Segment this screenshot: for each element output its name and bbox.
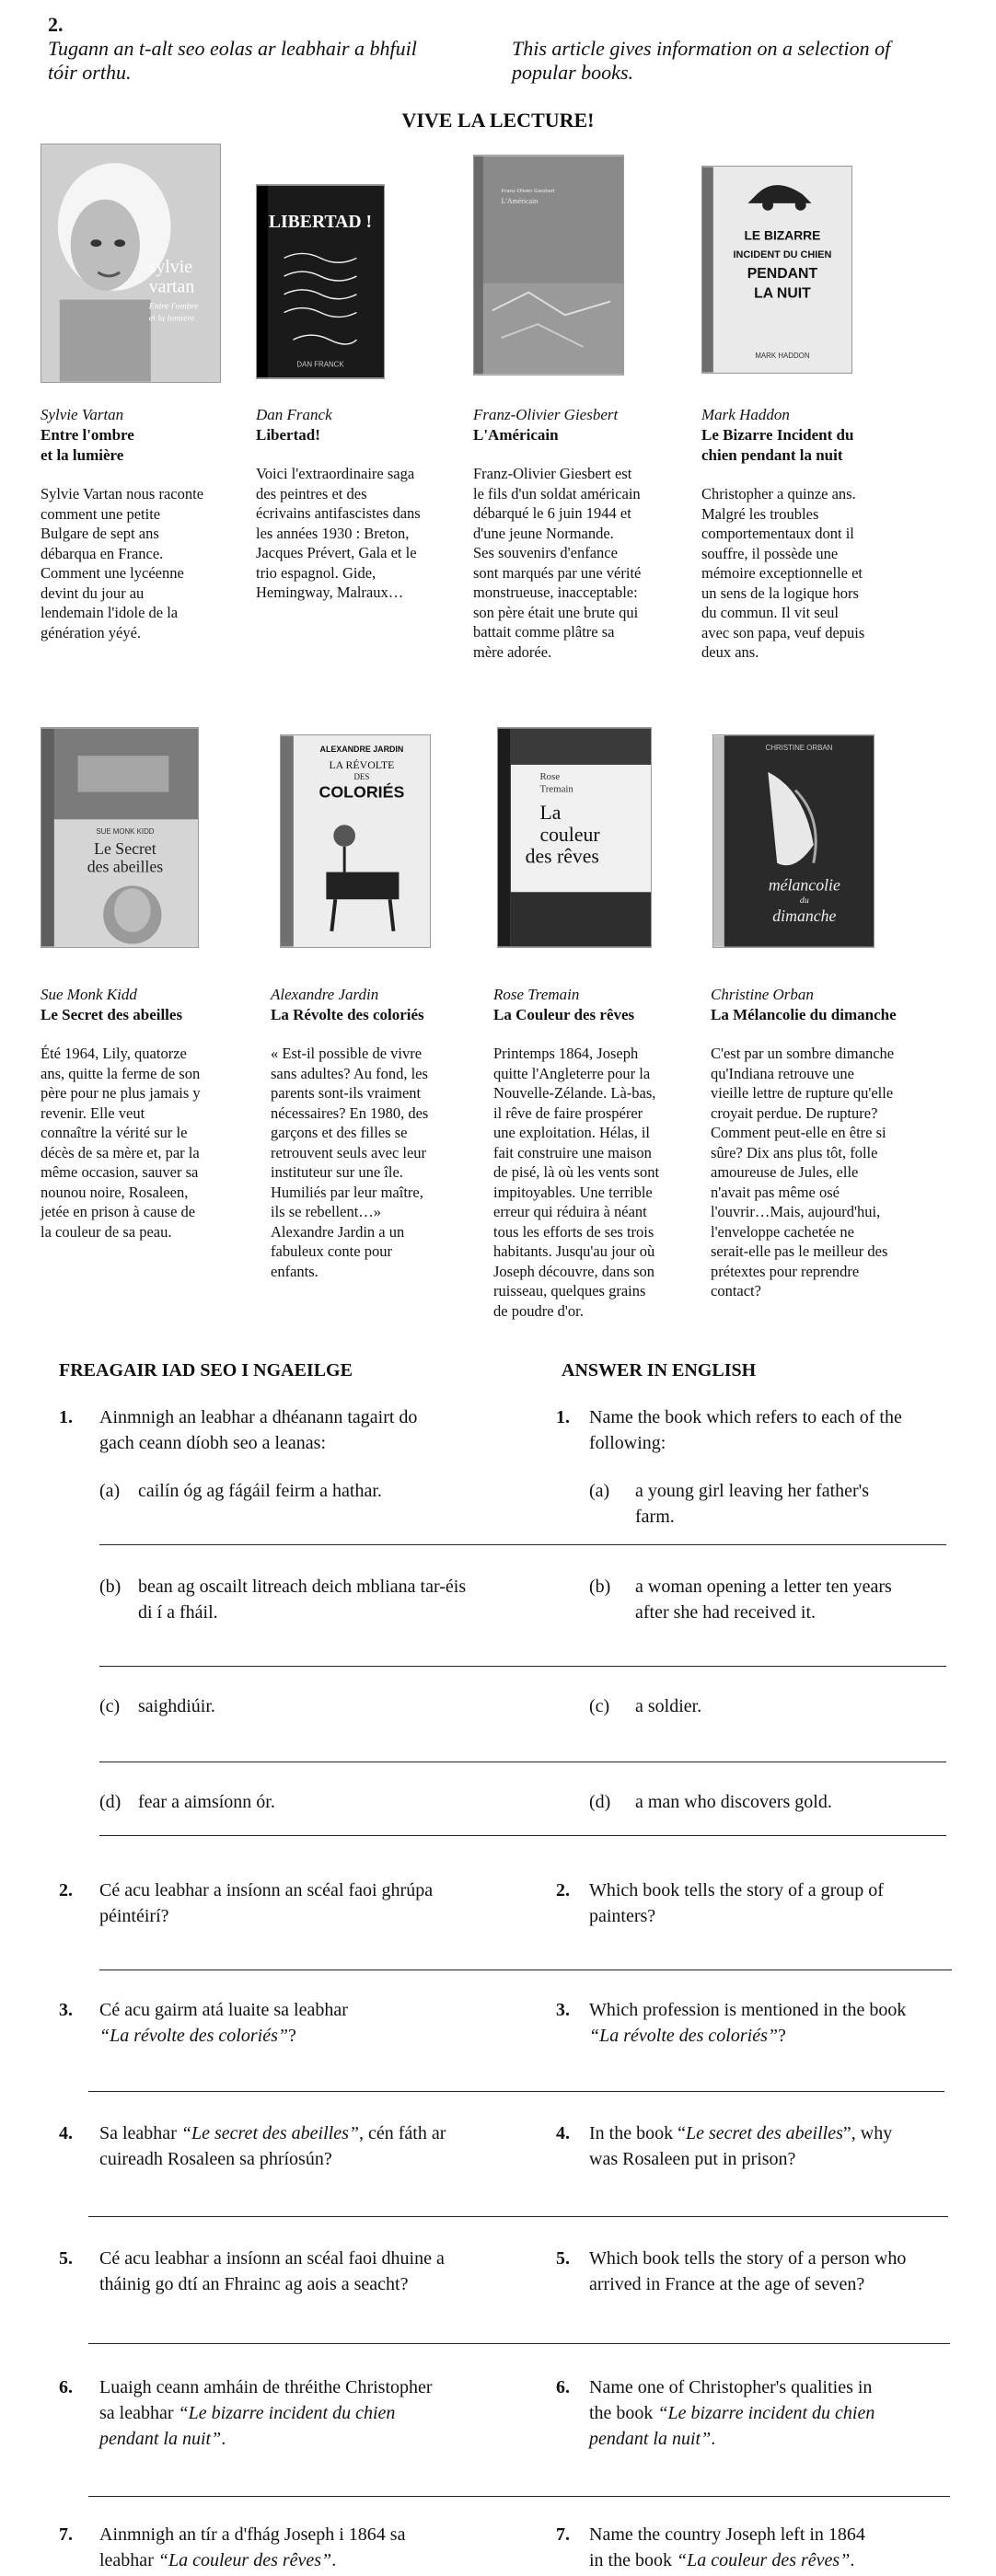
svg-text:L'Américain: L'Américain bbox=[501, 196, 539, 205]
q4-number-english: 4. bbox=[556, 2123, 570, 2143]
irish-heading: FREAGAIR IAD SEO I NGAEILGE bbox=[59, 1360, 353, 1380]
book-title: chien pendant la nuit bbox=[701, 446, 843, 464]
answer-line-q6[interactable] bbox=[88, 2496, 950, 2497]
q7-number-irish: 7. bbox=[59, 2524, 73, 2545]
q1d-text-english: a man who discovers gold. bbox=[635, 1792, 832, 1812]
q3-text-irish: Cé acu gairm atá luaite sa leabhar “La révolte des coloriés”? bbox=[99, 2000, 348, 2046]
book-title: Le Bizarre Incident du bbox=[701, 426, 854, 444]
svg-text:DAN FRANCK: DAN FRANCK bbox=[296, 360, 344, 369]
answer-line-q5[interactable] bbox=[88, 2343, 950, 2344]
q1b-text-irish: bean ag oscailt litreach deich mbliana tar-éis di í a fháil. bbox=[138, 1577, 467, 1623]
book-author: Alexandre Jardin bbox=[271, 986, 379, 1003]
q1a-label-irish: (a) bbox=[99, 1481, 121, 1501]
svg-text:dimanche: dimanche bbox=[772, 907, 837, 925]
q1d-label-english: (d) bbox=[589, 1792, 611, 1812]
book-description: Franz-Olivier Giesbert est le fils d'un soldat américain débarqué le 6 juin 1944 et d'une jeune Normande. Ses souvenirs d'enfance sont marqués par une vérité monstrueuse, inacceptable: son père était une brute qui battait comme plâtre sa mère adorée. bbox=[473, 465, 642, 661]
book-description: « Est-il possible de vivre sans adultes? Au fond, les parents sont-ils vraiment nécessaires? En 1980, des garçons et des filles se retrouvent seuls avec leur instituteur sur une île. Humiliés par leur maître, ils se rebellent…» Alexandre Jardin a un fabuleux conte pour enfants. bbox=[271, 1045, 429, 1280]
book-entry-kidd bbox=[41, 985, 261, 1242]
book-entry-haddon bbox=[701, 405, 932, 663]
q1a-label-english: (a) bbox=[589, 1481, 610, 1501]
book-entry-vartan bbox=[41, 405, 252, 642]
book-cover-vartan bbox=[41, 144, 221, 383]
q5-text-english: Which book tells the story of a person who arrived in France at the age of seven? bbox=[589, 2248, 907, 2294]
q1b-label-irish: (b) bbox=[99, 1577, 122, 1597]
book-cover-jardin bbox=[280, 734, 431, 948]
svg-text:des rêves: des rêves bbox=[525, 845, 599, 868]
book-author: Rose Tremain bbox=[493, 986, 580, 1003]
svg-text:INCIDENT DU CHIEN: INCIDENT DU CHIEN bbox=[733, 249, 832, 261]
q7-text-english: Name the country Joseph left in 1864 in the book “La couleur des rêves”. bbox=[589, 2524, 865, 2570]
book-entry-orban bbox=[711, 985, 959, 1301]
svg-text:LA NUIT: LA NUIT bbox=[754, 285, 811, 302]
svg-text:DES: DES bbox=[353, 771, 370, 781]
answer-line-q3[interactable] bbox=[88, 2091, 944, 2092]
q2-number-irish: 2. bbox=[59, 1880, 73, 1900]
svg-text:PENDANT: PENDANT bbox=[747, 265, 818, 282]
q4-number-irish: 4. bbox=[59, 2123, 73, 2143]
q1c-text-english: a soldier. bbox=[635, 1696, 702, 1716]
intro-irish: Tugann an t-alt seo eolas ar leabhair a bhfuil tóir orthu. bbox=[48, 37, 417, 84]
q1-text-english: Name the book which refers to each of the following: bbox=[589, 1407, 902, 1453]
book-cover-kidd bbox=[41, 727, 199, 948]
book-cover-giesbert bbox=[473, 155, 624, 375]
q1d-text-irish: fear a aimsíonn ór. bbox=[138, 1792, 275, 1812]
book-title: Entre l'ombre bbox=[41, 426, 134, 444]
answer-line-q1b[interactable] bbox=[99, 1666, 946, 1667]
q1b-text-english: a woman opening a letter ten years after she had received it. bbox=[635, 1577, 892, 1623]
q1-number-irish: 1. bbox=[59, 1407, 73, 1427]
q2-text-english: Which book tells the story of a group of painters? bbox=[589, 1880, 884, 1926]
book-entry-jardin bbox=[271, 985, 492, 1281]
answer-line-q4[interactable] bbox=[88, 2216, 948, 2217]
book-title: Libertad! bbox=[256, 426, 320, 444]
book-author: Mark Haddon bbox=[701, 406, 790, 423]
q1d-label-irish: (d) bbox=[99, 1792, 122, 1812]
article-title: VIVE LA LECTURE! bbox=[401, 109, 595, 132]
q6-number-irish: 6. bbox=[59, 2377, 73, 2397]
svg-text:Le Secret: Le Secret bbox=[94, 838, 156, 858]
q6-number-english: 6. bbox=[556, 2377, 570, 2397]
book-title: La Couleur des rêves bbox=[493, 1006, 635, 1023]
book-author: Sylvie Vartan bbox=[41, 406, 124, 423]
q3-text-english: Which profession is mentioned in the book “La révolte des coloriés”? bbox=[589, 2000, 907, 2046]
book-title: et la lumière bbox=[41, 446, 124, 464]
book-title: Le Secret des abeilles bbox=[41, 1006, 183, 1023]
book-entry-giesbert bbox=[473, 405, 694, 662]
q1c-text-irish: saighdiúir. bbox=[138, 1696, 215, 1716]
book-description: Printemps 1864, Joseph quitte l'Angleterre pour la Nouvelle-Zélande. Là-bas, il rêve de faire prospérer une exploitation. Hélas, il fait construire une maison de pisé, là où les vents sont impitoyables. Une terrible erreur qui réduira à néant tous les efforts de ses trois habitants. Jusqu'au jour où Joseph découvre, dans son ruisseau, quelques grains de poudre d'or. bbox=[493, 1045, 660, 1320]
svg-text:vartan: vartan bbox=[148, 276, 195, 297]
svg-text:sylvie: sylvie bbox=[148, 256, 193, 277]
svg-text:mélancolie: mélancolie bbox=[768, 875, 840, 895]
question-number: 2. bbox=[48, 13, 64, 36]
svg-text:Tremain: Tremain bbox=[539, 783, 573, 795]
q2-text-irish: Cé acu leabhar a insíonn an scéal faoi ghrúpa péintéirí? bbox=[99, 1880, 434, 1926]
english-heading: ANSWER IN ENGLISH bbox=[562, 1360, 757, 1380]
q1-text-irish: Ainmnigh an leabhar a dhéanann tagairt do gach ceann díobh seo a leanas: bbox=[99, 1407, 418, 1453]
q1c-label-irish: (c) bbox=[99, 1696, 121, 1716]
answer-line-q1d[interactable] bbox=[99, 1835, 946, 1836]
book-title: La Mélancolie du dimanche bbox=[711, 1006, 897, 1023]
q1a-text-irish: cailín óg ag fágáil feirm a hathar. bbox=[138, 1481, 382, 1501]
book-author: Christine Orban bbox=[711, 986, 814, 1003]
svg-text:LIBERTAD !: LIBERTAD ! bbox=[268, 211, 373, 232]
book-cover-franck bbox=[256, 184, 385, 379]
svg-text:couleur: couleur bbox=[539, 823, 600, 846]
intro-english: This article gives information on a selection of popular books. bbox=[512, 37, 891, 84]
svg-text:des abeilles: des abeilles bbox=[87, 857, 164, 876]
q5-number-irish: 5. bbox=[59, 2248, 73, 2269]
q1b-label-english: (b) bbox=[589, 1577, 611, 1597]
book-title: La Révolte des coloriés bbox=[271, 1006, 424, 1023]
svg-text:La: La bbox=[539, 802, 562, 825]
q5-text-irish: Cé acu leabhar a insíonn an scéal faoi dhuine a tháinig go dtí an Fhrainc ag aois a seacht? bbox=[99, 2248, 445, 2294]
book-cover-haddon bbox=[701, 166, 852, 374]
q4-text-english: In the book “Le secret des abeilles”, why was Rosaleen put in prison? bbox=[589, 2123, 893, 2169]
book-cover-orban bbox=[712, 734, 874, 948]
svg-text:COLORIÉS: COLORIÉS bbox=[318, 782, 405, 802]
book-entry-tremain bbox=[493, 985, 714, 1321]
book-author: Franz-Olivier Giesbert bbox=[473, 406, 619, 423]
q6-text-english: Name one of Christopher's qualities in the book “Le bizarre incident du chien pendant la nuit”. bbox=[589, 2377, 875, 2449]
book-description: Christopher a quinze ans. Malgré les troubles comportementaux dont il souffre, il possède une mémoire exceptionnelle et un sens de la logique hors du commun. Il vit seul avec son papa, veuf depuis deux ans. bbox=[701, 485, 865, 661]
svg-text:LA RÉVOLTE: LA RÉVOLTE bbox=[329, 757, 395, 771]
answer-line-q1a[interactable] bbox=[99, 1544, 946, 1545]
svg-text:MARK HADDON: MARK HADDON bbox=[755, 351, 810, 360]
svg-text:Rose: Rose bbox=[539, 770, 561, 782]
q6-text-irish: Luaigh ceann amháin de thréithe Christopher sa leabhar “Le bizarre incident du chien pendant la nuit”. bbox=[99, 2377, 433, 2449]
book-title: L'Américain bbox=[473, 426, 559, 444]
book-description: Été 1964, Lily, quatorze ans, quitte la ferme de son père pour ne plus jamais y revenir. Elle veut connaître la vérité sur le décès de sa mère et, par la même occasion, sauver sa nounou noire, Rosaleen, jetée en prison à cause de la couleur de sa peau. bbox=[41, 1045, 201, 1241]
q1c-label-english: (c) bbox=[589, 1696, 610, 1716]
book-description: Voici l'extraordinaire saga des peintres et des écrivains antifascistes dans les années 1930 : Breton, Jacques Prévert, Gala et le trio espagnol. Gide, Hemingway, Malraux… bbox=[256, 465, 421, 601]
svg-text:LE BIZARRE: LE BIZARRE bbox=[744, 227, 821, 243]
book-description: C'est par un sombre dimanche qu'Indiana retrouve une vieille lettre de rupture qu'elle croyait perdue. De rupture? Comment peut-elle en être si sûre? Dix ans plus tôt, folle amoureuse de Jules, elle n'avait pas même osé l'ouvrir…Mais, aujourd'hui, l'enveloppe cachetée ne serait-elle pas le meilleur des prétextes pour reprendre contact? bbox=[711, 1045, 895, 1300]
book-author: Sue Monk Kidd bbox=[41, 986, 137, 1003]
svg-text:Entre l'ombre: Entre l'ombre bbox=[148, 301, 199, 312]
q2-number-english: 2. bbox=[556, 1880, 570, 1900]
q3-number-english: 3. bbox=[556, 2000, 570, 2020]
svg-text:du: du bbox=[799, 895, 809, 907]
q1a-text-english: a young girl leaving her father's farm. bbox=[635, 1481, 870, 1527]
svg-text:Franz-Olivier Giesbert: Franz-Olivier Giesbert bbox=[501, 188, 555, 194]
book-description: Sylvie Vartan nous raconte comment une petite Bulgare de sept ans débarqua en France. Comment une lycéenne devint du jour au lendemain l'idole de la génération yéyé. bbox=[41, 485, 204, 641]
book-author: Dan Franck bbox=[256, 406, 332, 423]
book-cover-tremain bbox=[497, 727, 652, 948]
book-entry-franck bbox=[256, 405, 477, 603]
svg-text:CHRISTINE ORBAN: CHRISTINE ORBAN bbox=[765, 744, 833, 753]
svg-text:SUE MONK KIDD: SUE MONK KIDD bbox=[96, 827, 155, 837]
q7-text-irish: Ainmnigh an tír a d'fhág Joseph i 1864 sa leabhar “La couleur des rêves”. bbox=[99, 2524, 406, 2570]
q4-text-irish: Sa leabhar “Le secret des abeilles”, cén fáth ar cuireadh Rosaleen sa phríosún? bbox=[99, 2123, 446, 2169]
svg-text:ALEXANDRE JARDIN: ALEXANDRE JARDIN bbox=[319, 745, 404, 755]
q5-number-english: 5. bbox=[556, 2248, 570, 2269]
q3-number-irish: 3. bbox=[59, 2000, 73, 2020]
svg-text:et la lumière: et la lumière bbox=[148, 313, 195, 324]
q1-number-english: 1. bbox=[556, 1407, 570, 1427]
q7-number-english: 7. bbox=[556, 2524, 570, 2545]
